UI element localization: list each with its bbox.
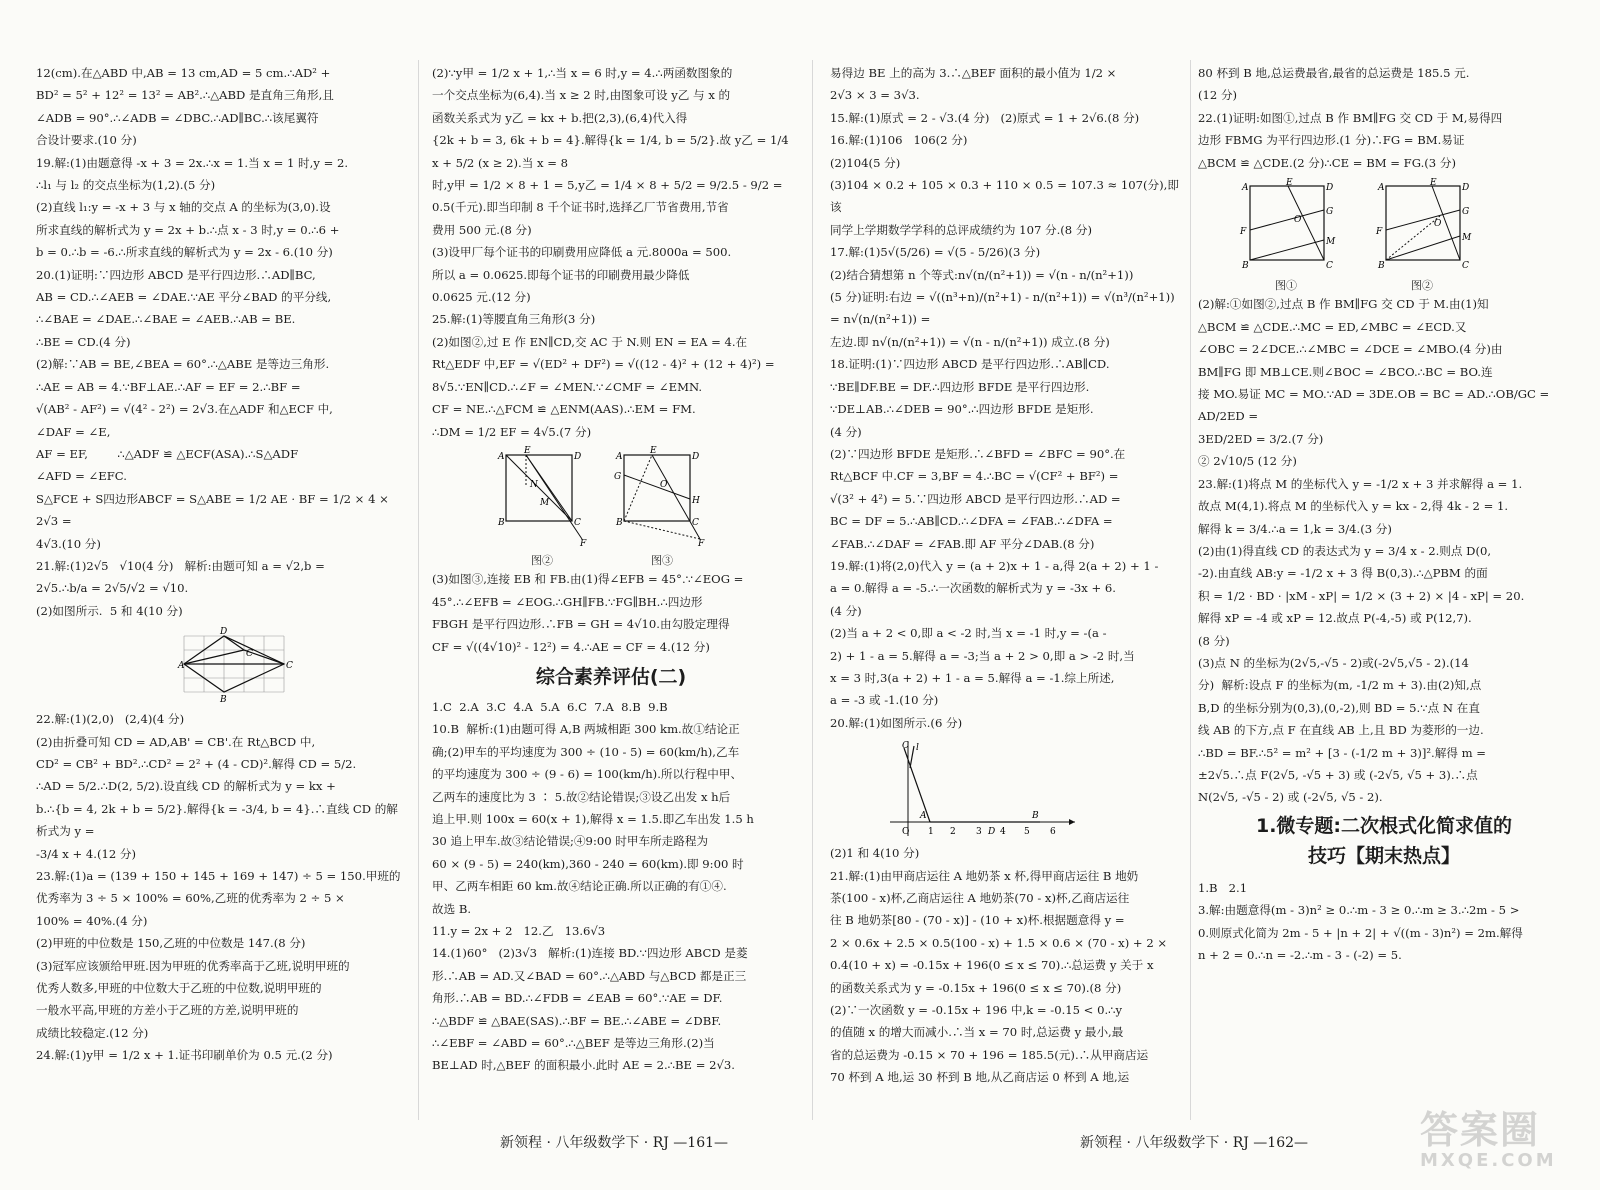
column-1-text-b [36, 708, 406, 1067]
column-1 [36, 62, 406, 1067]
text-line: BM∥FG 即 MB⊥CE.则∠BOC = ∠BCO.∴BC = BO.连 [1198, 364, 1493, 379]
text-line: 12(cm).在△ABD 中,AB = 13 cm,AD = 5 cm.∴AD² + [36, 66, 331, 80]
svg-text:M: M [1326, 237, 1336, 248]
text-line: (2)∵四边形 BFDE 是矩形.∴∠BFD = ∠BFC = 90°.在 [830, 446, 1126, 461]
text-line: 0.4(10 + x) = -0.15x + 196(0 ≤ x ≤ 70).∴总运费 y 关于 x [830, 958, 1154, 973]
column-4 [1198, 62, 1570, 966]
text-line: FBGH 是平行四边形.∴FB = GH = 4√10.由勾股定理得 [432, 617, 730, 632]
text-line: (3)冠军应该颁给甲班.因为甲班的优秀率高于乙班,说明甲班的 [36, 958, 350, 973]
text-line: ∠OBC = 2∠DCE.∴∠MBC = ∠DCE = ∠MBO.(4 分)由 [1198, 342, 1503, 357]
svg-text:B: B [498, 517, 505, 528]
text-line: ±2√5.∴点 F(2√5, -√5 + 3) 或 (-2√5, √5 + 3).∴点 [1198, 767, 1478, 782]
svg-text:C: C [574, 517, 581, 528]
text-line: (2)解:①如图②,过点 B 作 BM∥FG 交 CD 于 M.由(1)知 [1198, 297, 1489, 312]
watermark-url: MXQE.COM [1420, 1150, 1557, 1171]
figures-row [496, 447, 790, 568]
text-line: 20.(1)证明:∵四边形 ABCD 是平行四边形.∴AD∥BC, [36, 267, 316, 282]
svg-text:G: G [1326, 207, 1334, 218]
text-line: 17.解:(1)5√(5/26) = √(5 - 5/26)(3 分) [830, 245, 1041, 260]
text-line: (2)1 和 4(10 分) [830, 846, 920, 861]
svg-text:1: 1 [928, 827, 934, 838]
text-line: (8 分) [1198, 633, 1230, 648]
text-line: 0.0625 元.(12 分) [432, 290, 531, 305]
text-line: (2)∵y甲 = 1/2 x + 1,∴当 x = 6 时,y = 4.∴两函数图象的 [432, 66, 733, 80]
column-2 [432, 62, 793, 1077]
text-line: √(AB² - AF²) = √(4² - 2²) = 2√3.在△ADF 和△ECF 中, [36, 402, 333, 417]
text-line: 11.y = 2x + 2 12.乙 13.6√3 [432, 924, 606, 938]
text-line: 10.B 解析:(1)由题可得 A,B 两城相距 300 km.故①结论正 [432, 722, 740, 737]
text-line: ∴AE = AB = 4.∵BF⊥AE.∴AF = EF = 2.∴BF = [36, 379, 301, 394]
text-line: 同学上学期数学学科的总评成绩约为 107 分.(8 分) [830, 222, 1092, 237]
svg-text:6: 6 [1050, 827, 1056, 838]
q22-figure-2-caption: 图② [1411, 279, 1433, 293]
text-line: 1.C 2.A 3.C 4.A 5.A 6.C 7.A 8.B 9.B [432, 699, 668, 714]
text-line: (3)设甲厂每个证书的印刷费用应降低 a 元.8000a = 500. [432, 245, 732, 260]
text-line: 积 = 1/2 · BD · |xM - xP| = 1/2 × (3 + 2) × |4 - xP| = 20. [1198, 588, 1525, 603]
column-2-text-c [432, 696, 790, 1077]
column-4-text-b [1198, 293, 1570, 808]
svg-text:C: C [1462, 261, 1469, 272]
text-line: CF = NE.∴△FCM ≌ △ENM(AAS).∴EM = FM. [432, 402, 696, 417]
text-line: (12 分) [1198, 88, 1238, 103]
text-line: 往 B 地奶茶[80 - (70 - x)] - (10 + x)杯.根据题意得 y = [830, 913, 1125, 928]
column-2-text-b [432, 568, 790, 658]
text-line: AB = CD.∴∠AEB = ∠DAE.∵AE 平分∠BAD 的平分线, [36, 290, 332, 305]
svg-text:E: E [1286, 178, 1293, 189]
q22-figure-1-caption: 图① [1275, 279, 1297, 293]
text-line: 19.解:(1)将(2,0)代入 y = (a + 2)x + 1 - a,得 2(a + 2) + 1 - [830, 558, 1159, 573]
text-line: x = 3 时,3(a + 2) + 1 - a = 5.解得 a = -1.综上所述, [830, 670, 1115, 685]
text-line: 形.∴AB = AD.又∠BAD = 60°.∴△ABD 与△BCD 都是正三 [432, 968, 747, 983]
svg-text:B: B [616, 517, 623, 528]
footer-right: 新领程 · 八年级数学下 · RJ —162— [1080, 1135, 1309, 1151]
svg-text:C: C [286, 661, 293, 672]
text-line: 20.解:(1)如图所示.(6 分) [830, 715, 963, 730]
text-line: ∠AFD = ∠EFC. [36, 469, 127, 484]
text-line: 一个交点坐标为(6,4).当 x ≥ 2 时,由图象可设 y乙 与 x 的 [432, 88, 731, 103]
figure-2-caption: 图② [531, 554, 553, 568]
text-line: 15.解:(1)原式 = 2 - √3.(4 分) (2)原式 = 1 + 2√6.(8 分) [830, 110, 1140, 125]
text-line: 故选 B. [432, 901, 472, 916]
text-line: 25.解:(1)等腰直角三角形(3 分) [432, 312, 596, 327]
text-line: 4√3.(10 分) [36, 536, 101, 551]
figure-3 [612, 447, 712, 547]
svg-text:2: 2 [950, 827, 956, 838]
figure-3-caption: 图③ [651, 554, 673, 568]
column-4-text-a [1198, 62, 1570, 174]
svg-text:N: N [530, 479, 538, 490]
text-line: 线 AB 的下方,点 F 在直线 AB 上,且 BD 为菱形的一边. [1198, 723, 1484, 738]
column-divider [1190, 60, 1191, 1120]
text-line: 费用 500 元.(8 分) [432, 222, 532, 237]
text-line: 茶(100 - x)杯,乙商店运往 A 地奶茶(70 - x)杯,乙商店运往 [830, 891, 1130, 905]
text-line: 解得 xP = -4 或 xP = 12.故点 P(-4,-5) 或 P(12,7). [1198, 611, 1472, 626]
column-3 [830, 62, 1185, 1089]
text-line: △BCM ≌ △CDE.∴MC = ED,∠MBC = ∠ECD.又 [1198, 319, 1467, 334]
text-line: 所求直线的解析式为 y = 2x + b.∴点 x - 3 时,y = 0.∴6 + [36, 222, 340, 237]
svg-text:F: F [698, 538, 705, 549]
text-line: BD² = 5² + 12² = 13² = AB².∴△ABD 是直角三角形,且 [36, 88, 334, 103]
text-line: AF = EF, ∴△ADF ≌ △ECF(ASA).∴S△ADF [36, 446, 299, 461]
text-line: △BCM ≌ △CDE.(2 分)∴CE = BM = FG.(3 分) [1198, 155, 1456, 170]
watermark [1420, 1110, 1590, 1180]
text-line: Rt△BCF 中.CF = 3,BF = 4.∴BC = √(CF² + BF²) = [830, 469, 1119, 484]
watermark-text: 答案圈 [1420, 1108, 1541, 1152]
text-line: S△FCE + S四边形ABCF = S△ABE = 1/2 AE · BF = 1/2 × 4 × 2√3 = [36, 491, 393, 529]
text-line: Rt△EDF 中,EF = √(ED² + DF²) = √((12 - 4)² + (12 + 4)²) = [432, 357, 775, 372]
text-line: -3/4 x + 4.(12 分) [36, 846, 137, 861]
text-line: ∴DM = 1/2 EF = 4√5.(7 分) [432, 424, 592, 439]
svg-text:D: D [220, 627, 228, 638]
text-line: (2)∵一次函数 y = -0.15x + 196 中,k = -0.15 < 0.∴y [830, 1003, 1123, 1018]
text-line: 3ED/2ED = 3/2.(7 分) [1198, 431, 1324, 446]
text-line: BE⊥AD 时,△BEF 的面积最小.此时 AE = 2.∴BE = 2√3. [432, 1058, 735, 1073]
text-line: 21.解:(1)由甲商店运往 A 地奶茶 x 杯,得甲商店运往 B 地奶 [830, 868, 1139, 883]
text-line: 接 MO.易证 MC = MO.∵AD = 3DE.OB = BC = AD.∴OB/GC = AD/2ED = [1198, 387, 1553, 424]
svg-text:C: C [1326, 261, 1333, 272]
text-line: 1.B 2.1 [1198, 880, 1248, 895]
section-title-line-1: 1.微专题:二次根式化简求值的 [1255, 814, 1513, 837]
text-line: 24.解:(1)y甲 = 1/2 x + 1.证书印刷单价为 0.5 元.(2 分) [36, 1048, 333, 1063]
svg-text:M: M [1462, 233, 1472, 244]
column-4-text-c [1198, 877, 1570, 967]
text-line: 甲、乙两车相距 60 km.故④结论正确.所以正确的有①④. [432, 879, 727, 894]
text-line: (4 分) [830, 424, 862, 439]
text-line: ∵BE∥DF.BE = DF.∴四边形 BFDE 是平行四边形. [830, 379, 1090, 394]
text-line: (2)由折叠可知 CD = AD,AB' = CB'.在 Rt△BCD 中, [36, 734, 316, 749]
q21-grid-figure [174, 626, 294, 704]
text-line: 乙两车的速度比为 3 ∶ 5.故②结论错误;③设乙出发 x h后 [432, 789, 731, 804]
text-line: (2)如图②,过 E 作 EN∥CD,交 AC 于 N.则 EN = EA = 4.在 [432, 334, 748, 349]
text-line: 函数关系式为 y乙 = kx + b.把(2,3),(6,4)代入得 [432, 110, 688, 125]
text-line: (3)如图③,连接 EB 和 FB.由(1)得∠EFB = 45°.∵∠EOG = [432, 572, 744, 587]
text-line: 边形 FBMG 为平行四边形.(1 分)∴FG = BM.易证 [1198, 133, 1465, 148]
text-line: (2)由(1)得直线 CD 的表达式为 y = 3/4 x - 2.则点 D(0, [1198, 543, 1492, 558]
svg-text:G: G [1462, 207, 1470, 218]
svg-text:F: F [1240, 227, 1247, 238]
text-line: 追上甲.则 100x = 60(x + 1),解得 x = 1.5.即乙车出发 1.5 h [432, 811, 754, 826]
text-line: (5 分)证明:右边 = √((n³+n)/(n²+1) - n/(n²+1)) = √(n³/(n²+1)) = n√(n/(n²+1)) = [830, 290, 1179, 327]
figure-2 [496, 447, 588, 547]
section-title-line-2: 技巧【期末热点】 [1307, 844, 1460, 867]
text-line: 30 追上甲车.故③结论错误;④9:00 时甲车所走路程为 [432, 834, 709, 849]
svg-text:4: 4 [1000, 827, 1006, 838]
text-line: (4 分) [830, 603, 862, 618]
text-line: (3)点 N 的坐标为(2√5,-√5 - 2)或(-2√5,√5 - 2).(14 [1198, 655, 1469, 670]
text-line: (2)解:∵AB = BE,∠BEA = 60°.∴△ABE 是等边三角形. [36, 357, 330, 372]
text-line: 确;(2)甲车的平均速度为 300 ÷ (10 - 5) = 60(km/h),乙车 [432, 744, 740, 759]
text-line: 优秀人数多,甲班的中位数大于乙班的中位数,说明甲班的 [36, 981, 322, 996]
text-line: a = -3 或 -1.(10 分) [830, 693, 939, 708]
text-line: ∴∠BAE = ∠DAE.∴∠BAE = ∠AEB.∴AB = BE. [36, 312, 296, 327]
text-line: 时,y甲 = 1/2 × 8 + 1 = 5,y乙 = 1/4 × 8 + 5/2 = 9/2.5 - 9/2 = [432, 178, 783, 193]
text-line: √(3² + 4²) = 5.∵四边形 ABCD 是平行四边形.∴AD = [830, 491, 1121, 506]
text-line: ∵DE⊥AB.∴∠DEB = 90°.∴四边形 BFDE 是矩形. [830, 402, 1094, 417]
text-line: BC = DF = 5.∴AB∥CD.∴∠DFA = ∠FAB.∴∠DFA = [830, 514, 1113, 529]
q22-figures-row [1238, 180, 1570, 293]
text-line: ∴AD = 5/2.∴D(2, 5/2).设直线 CD 的解析式为 y = kx + [36, 779, 336, 794]
text-line: 18.证明:(1)∵四边形 ABCD 是平行四边形.∴AB∥CD. [830, 357, 1110, 372]
q20-graph-figure [880, 738, 1080, 838]
svg-text:3: 3 [976, 827, 982, 838]
svg-text:C: C [246, 649, 253, 660]
text-line: 2√5.∴b/a = 2√5/√2 = √10. [36, 581, 189, 596]
svg-text:M: M [540, 497, 550, 508]
text-line: 22.(1)证明:如图①,过点 B 作 BM∥FG 交 CD 于 M,易得四 [1198, 110, 1503, 125]
text-line: 解得 k = 3/4.∴a = 1,k = 3/4.(3 分) [1198, 521, 1392, 536]
svg-text:l: l [916, 743, 919, 754]
svg-text:E: E [524, 445, 531, 456]
text-line: ∠DAF = ∠E, [36, 424, 111, 439]
text-line: 0.则原式化简为 2m - 5 + |n + 2| + √((m - 3)n²) = 2m.解得 [1198, 925, 1523, 940]
text-line: CF = √((4√10)² - 12²) = 4.∴AE = CF = 4.(12 分) [432, 639, 710, 654]
text-line: 所以 a = 0.0625.即每个证书的印刷费用最少降低 [432, 267, 690, 282]
svg-text:H: H [692, 495, 700, 506]
text-line: 一般水平高,甲班的方差小于乙班的方差,说明甲班的 [36, 1003, 299, 1018]
text-line: 易得边 BE 上的高为 3.∴△BEF 面积的最小值为 1/2 × [830, 66, 1117, 80]
text-line: ∴∠EBF = ∠ABD = 60°.∴△BEF 是等边三角形.(2)当 [432, 1036, 715, 1051]
text-line: 的函数关系式为 y = -0.15x + 196(0 ≤ x ≤ 70).(8 分) [830, 980, 1122, 995]
svg-text:G: G [614, 471, 622, 482]
text-line: 60 × (9 - 5) = 240(km),360 - 240 = 60(km).即 9:00 时 [432, 856, 744, 871]
section-title-special-topic [1198, 811, 1570, 871]
text-line: 故点 M(4,1).将点 M 的坐标代入 y = kx - 2,得 4k - 2 = 1. [1198, 499, 1509, 514]
svg-text:D: D [574, 451, 582, 462]
text-line: (2)当 a + 2 < 0,即 a < -2 时,当 x = -1 时,y = -(a - [830, 626, 1107, 641]
column-3-text-b [830, 842, 1185, 1088]
text-line: -2).由直线 AB:y = -1/2 x + 3 得 B(0,3).∴△PBM 的面 [1198, 566, 1488, 581]
column-2-text-a [432, 62, 793, 443]
svg-text:A: A [1242, 183, 1249, 194]
text-line: 的平均速度为 300 ÷ (9 - 6) = 100(km/h).所以行程中甲、 [432, 767, 743, 782]
text-line: (3)104 × 0.2 + 105 × 0.3 + 110 × 0.5 = 107.3 ≈ 107(分),即该 [830, 178, 1179, 215]
text-line: a = 0.解得 a = -5.∴一次函数的解析式为 y = -3x + 6. [830, 581, 1116, 596]
text-line: 100% = 40%.(4 分) [36, 913, 148, 928]
svg-text:A: A [616, 451, 623, 462]
text-line: 23.解:(1)将点 M 的坐标代入 y = -1/2 x + 3 并求解得 a = 1. [1198, 476, 1523, 491]
svg-text:A: A [498, 451, 505, 462]
text-line: 21.解:(1)2√5 √10(4 分) 解析:由题可知 a = √2,b = [36, 558, 325, 573]
text-line: 的值随 x 的增大而减小.∴当 x = 70 时,总运费 y 最小,最 [830, 1025, 1124, 1040]
text-line: (2)104(5 分) [830, 155, 901, 170]
svg-text:E: E [650, 445, 657, 456]
text-line: CD² = CB² + BD².∴CD² = 2² + (4 - CD)².解得 CD = 5/2. [36, 756, 357, 771]
text-line: 分) 解析:设点 F 的坐标为(m, -1/2 m + 3).由(2)知,点 [1198, 678, 1482, 693]
svg-text:C: C [902, 741, 909, 752]
text-line: 2) + 1 - a = 5.解得 a = -3;当 a + 2 > 0,即 a > -2 时,当 [830, 648, 1135, 663]
text-line: ∠ADB = 90°.∴∠ADB = ∠DBC.∴AD∥BC.∴该尾翼符 [36, 110, 319, 125]
footer-left: 新领程 · 八年级数学下 · RJ —161— [500, 1135, 729, 1151]
text-line: 2√3 × 3 = 3√3. [830, 88, 920, 103]
text-line: 14.(1)60° (2)3√3 解析:(1)连接 BD.∵四边形 ABCD 是菱 [432, 946, 748, 961]
text-line: ∠FAB.∴∠DAF = ∠FAB.即 AF 平分∠DAB.(8 分) [830, 536, 1095, 551]
text-line: 合设计要求.(10 分) [36, 133, 137, 148]
text-line: 左边.即 n√(n/(n²+1)) = √(n - n/(n²+1)) 成立.(8 分) [830, 334, 1110, 349]
text-line: (2)甲班的中位数是 150,乙班的中位数是 147.(8 分) [36, 936, 306, 951]
text-line: (2)直线 l₁:y = -x + 3 与 x 轴的交点 A 的坐标为(3,0).设 [36, 200, 331, 215]
svg-text:B: B [1242, 261, 1249, 272]
svg-text:A: A [1378, 183, 1385, 194]
text-line: 80 杯到 B 地,总运费最省,最省的总运费是 185.5 元. [1198, 66, 1470, 80]
text-line: ∴BE = CD.(4 分) [36, 334, 131, 349]
svg-text:B: B [220, 695, 227, 706]
svg-text:D: D [988, 827, 996, 838]
text-line: 成绩比较稳定.(12 分) [36, 1025, 149, 1040]
text-line: 3.解:由题意得(m - 3)n² ≥ 0.∴m - 3 ≥ 0.∴m ≥ 3.∴2m - 5 > [1198, 903, 1520, 918]
svg-text:D: D [1326, 183, 1334, 194]
svg-text:B: B [1378, 261, 1385, 272]
text-line: ∴l₁ 与 l₂ 的交点坐标为(1,2).(5 分) [36, 178, 216, 193]
text-line: 优秀率为 3 ÷ 5 × 100% = 60%,乙班的优秀率为 2 ÷ 5 × [36, 891, 345, 906]
text-line: ∴BD = BF.∴5² = m² + [3 - (-1/2 m + 3)]².解得 m = [1198, 745, 1487, 760]
q22-figure-1 [1238, 180, 1334, 272]
text-line: 22.解:(1)(2,0) (2,4)(4 分) [36, 712, 185, 727]
svg-text:B: B [1032, 811, 1039, 822]
svg-text:F: F [1376, 227, 1383, 238]
text-line: ② 2√10/5 (12 分) [1198, 454, 1297, 469]
text-line: (2)结合猜想第 n 个等式:n√(n/(n²+1)) = √(n - n/(n²+1)) [830, 267, 1134, 282]
text-line: ∴△BDF ≌ △BAE(SAS).∴BF = BE.∴∠ABE = ∠DBF. [432, 1013, 722, 1028]
text-line: b.∴{b = 4, 2k + b = 5/2}.解得{k = -3/4, b = 4}.∴直线 CD 的解析式为 y = [36, 801, 398, 839]
text-line: 0.5(千元).即当印制 8 千个证书时,选择乙厂节省费用,节省 [432, 200, 729, 215]
text-line: 角形.∴AB = BD.∴∠FDB = ∠EAB = 60°.∵AE = DF. [432, 991, 723, 1006]
svg-text:F: F [580, 538, 587, 549]
text-line: {2k + b = 3, 6k + b = 4}.解得{k = 1/4, b = 5/2}.故 y乙 = 1/4 x + 5/2 (x ≥ 2).当 x = 8 [432, 133, 793, 170]
column-divider [812, 60, 813, 1120]
svg-text:A: A [178, 661, 185, 672]
text-line: n + 2 = 0.∴n = -2.∴m - 3 - (-2) = 5. [1198, 948, 1402, 962]
text-line: B,D 的坐标分别为(0,3),(0,-2),则 BD = 5.∵点 N 在直 [1198, 700, 1480, 715]
text-line: 70 杯到 A 地,运 30 杯到 B 地,从乙商店运 0 杯到 A 地,运 [830, 1070, 1130, 1085]
svg-text:D: D [692, 451, 700, 462]
column-3-text-a [830, 62, 1185, 734]
svg-text:O: O [660, 479, 668, 490]
svg-text:C: C [692, 517, 699, 528]
text-line: 2 × 0.6x + 2.5 × 0.5(100 - x) + 1.5 × 0.6 × (70 - x) + 2 × [830, 935, 1168, 950]
svg-text:O: O [1434, 219, 1442, 230]
svg-text:A: A [920, 811, 927, 822]
q22-figure-2 [1374, 180, 1470, 272]
text-line: (2)如图所示. 5 和 4(10 分) [36, 603, 183, 618]
text-line: b = 0.∴b = -6.∴所求直线的解析式为 y = 2x - 6.(10 分) [36, 245, 333, 260]
svg-text:E: E [1430, 178, 1437, 189]
section-title-comprehensive-2: 综合素养评估(二) [535, 665, 687, 688]
text-line: 省的总运费为 -0.15 × 70 + 196 = 185.5(元).∴从甲商店运 [830, 1047, 1149, 1062]
text-line: 19.解:(1)由题意得 -x + 3 = 2x.∴x = 1.当 x = 1 时,y = 2. [36, 155, 349, 170]
text-line: 45°.∴∠EFB = ∠EOG.∴GH∥FB.∵FG∥BH.∴四边形 [432, 594, 703, 609]
column-1-text [36, 62, 406, 622]
text-line: N(2√5, -√5 - 2) 或 (-2√5, √5 - 2). [1198, 790, 1383, 805]
svg-text:O: O [1294, 215, 1302, 226]
text-line: 16.解:(1)106 106(2 分) [830, 133, 968, 148]
text-line: 23.解:(1)a = (139 + 150 + 145 + 169 + 147) ÷ 5 = 150.甲班的 [36, 869, 401, 883]
svg-text:D: D [1462, 183, 1470, 194]
svg-text:5: 5 [1024, 827, 1030, 838]
column-divider [418, 60, 419, 1120]
text-line: 8√5.∵EN∥CD.∴∠F = ∠MEN.∵∠CMF = ∠EMN. [432, 379, 703, 394]
svg-text:O: O [902, 827, 910, 838]
